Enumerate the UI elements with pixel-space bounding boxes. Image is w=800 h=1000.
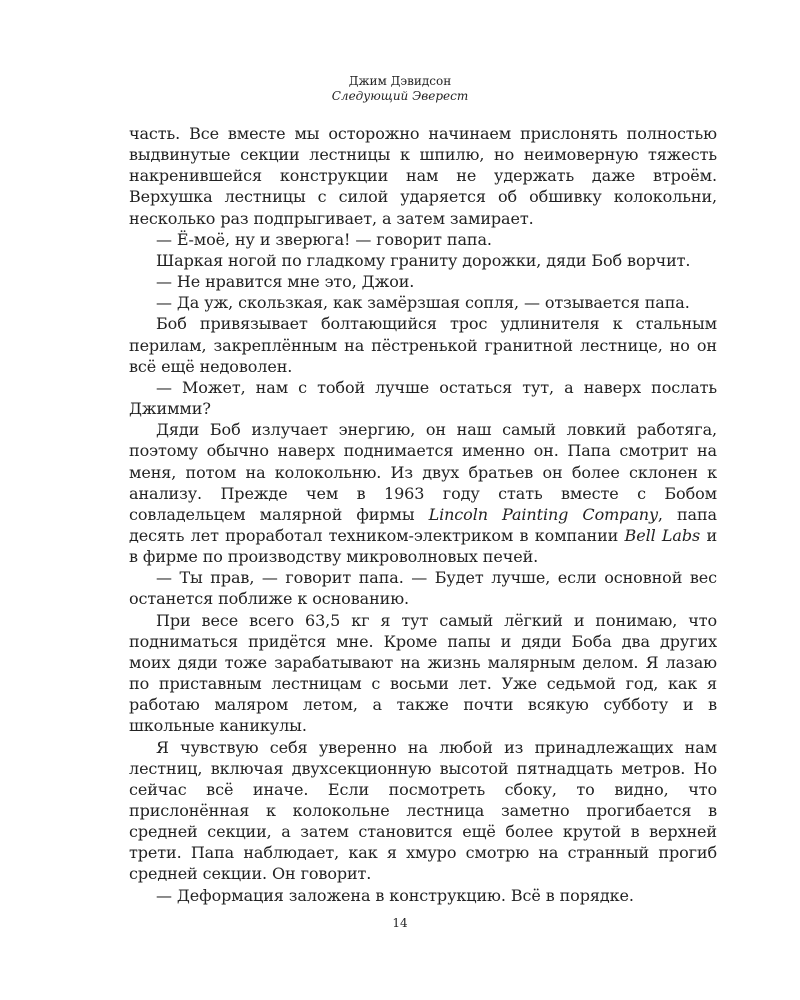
paragraph: — Ё-моё, ну и зверюга! — говорит папа. <box>156 229 492 249</box>
company-name-bell-labs: Bell Labs <box>624 525 701 545</box>
header-author: Джим Дэвидсон <box>348 74 452 88</box>
paragraph-text-middle: , папа десять лет проработал техником-электриком в компании <box>129 504 717 545</box>
running-header <box>0 74 800 104</box>
paragraph: — Да уж, скользкая, как замёрзшая сопля, — отзывается папа. <box>156 293 690 313</box>
paragraph: — Не нравится мне это, Джои. <box>156 272 415 292</box>
body-text <box>129 123 717 906</box>
paragraph: — Ты прав, — говорит папа. — Будет лучше, если основной вес останется поближе к основанию. <box>129 568 717 609</box>
paragraph-text-before: Дяди Боб излучает энергию, он наш самый ловкий работяга, поэтому обычно наверх поднимается именно он. Папа смотрит на меня, потом на колокольню. Из двух братьев он более склонен к анализу. Прежде чем в 1963 году стать вместе с Бобом совладельцем малярной фирмы <box>129 420 717 524</box>
page-number: 14 <box>392 916 408 930</box>
paragraph: часть. Все вместе мы осторожно начинаем прислонять полностью выдвинутые секции лестницы к шпилю, но неимоверную тяжесть накренившейся конструкции нам не удержать даже втроём. Верхушка лестницы с силой ударяется об обшивку колокольни, несколько раз подпрыгивает, а затем замирает. <box>129 124 717 228</box>
paragraph: При весе всего 63,5 кг я тут самый лёгкий и понимаю, что подниматься придётся мне. Кроме папы и дяди Боба два других моих дяди тоже зарабатывают на жизнь малярным делом. Я лазаю по приставным лестницам с восьми лет. Уже седьмой год, как я работаю маляром летом, а также почти всякую субботу и в школьные каникулы. <box>129 610 717 736</box>
paragraph-text-after: и в фирме по производству микроволновых печей. <box>129 525 718 567</box>
paragraph: — Может, нам с тобой лучше остаться тут, а наверх послать Джимми? <box>129 377 717 419</box>
paragraph: Я чувствую себя уверенно на любой из принадлежащих нам лестниц, включая двухсекционную высотой пятнадцать метров. Но сейчас всё иначе. Если посмотреть сбоку, то видно, что прислонённая к колокольне лестница заметно прогибается в средней секции, а затем становится ещё более крутой в верхней трети. Папа наблюдает, как я хмуро смотрю на странный прогиб средней секции. Он говорит. <box>129 737 717 884</box>
company-name-lincoln: Lincoln Painting Company <box>428 504 658 524</box>
header-book-title: Следующий Эверест <box>331 89 469 103</box>
paragraph: Шаркая ногой по гладкому граниту дорожки, дяди Боб ворчит. <box>156 250 691 270</box>
paragraph: Боб привязывает болтающийся трос удлинителя к стальным перилам, закреплённым на пёстренькой гранитной лестнице, но он всё ещё недоволен. <box>129 314 717 376</box>
paragraph: — Деформация заложена в конструкцию. Всё в порядке. <box>156 885 634 905</box>
paragraph-with-companies <box>129 419 717 567</box>
